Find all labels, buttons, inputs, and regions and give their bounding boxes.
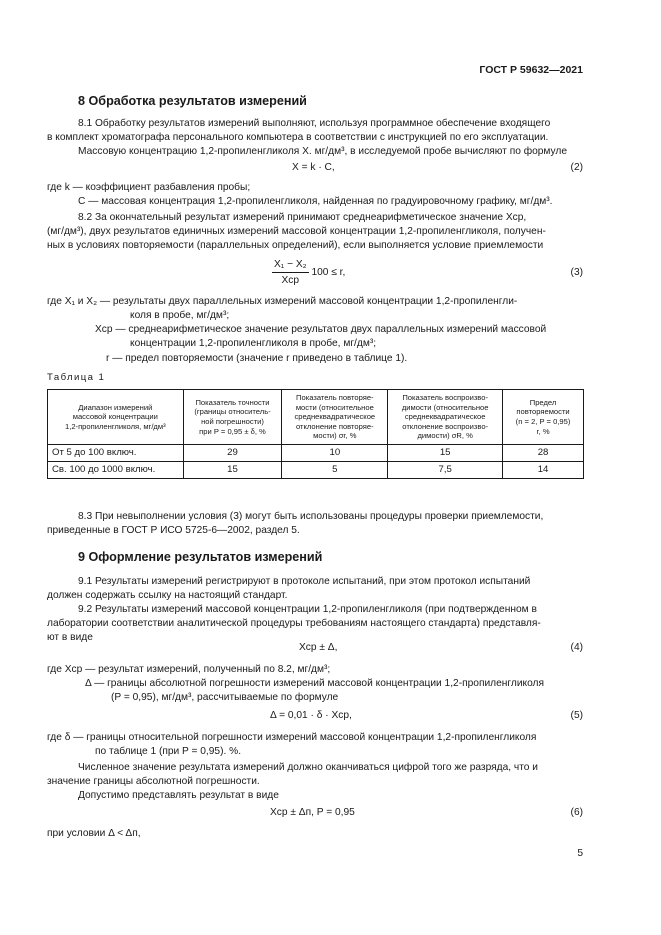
p81-line2: в комплект хроматографа персонального компьютера в соответствии с инструкцией по его эксплуатации. bbox=[47, 132, 549, 143]
table-header-cell bbox=[48, 390, 184, 445]
table-row bbox=[48, 462, 584, 479]
table-header-line: среднеквадратическое bbox=[294, 412, 376, 422]
table-header-line: массовой концентрации bbox=[72, 412, 158, 422]
equation-6-number: (6) bbox=[570, 807, 583, 818]
equation-2: X = k · C, bbox=[292, 162, 335, 173]
table-header-line: повторяемости bbox=[516, 407, 570, 417]
equation-3 bbox=[272, 258, 345, 287]
table-cell: 10 bbox=[282, 445, 388, 462]
equation-5-number: (5) bbox=[570, 710, 583, 721]
where-delta-line2: (P = 0,95), мг/дм³, рассчитываемые по формуле bbox=[111, 692, 339, 703]
table-cell: От 5 до 100 включ. bbox=[48, 445, 184, 462]
table-header-line: Предел bbox=[529, 397, 557, 407]
table-header-line: мости (относительное bbox=[295, 402, 374, 412]
table-header-line: Показатель воспроизво- bbox=[402, 393, 489, 403]
table-cell: 15 bbox=[183, 462, 282, 479]
where-c: C — массовая концентрация 1,2-пропиленгликоля, найденная по градуировочному графику, мг/дм³. bbox=[78, 196, 553, 207]
where-xcp-9: где Xср — результат измерений, полученный по 8.2, мг/дм³; bbox=[47, 664, 331, 675]
p83-line1: 8.3 При невыполнении условия (3) могут быть использованы процедуры проверки приемлемости, bbox=[78, 511, 544, 522]
where-xcp-line2: концентрации 1,2-пропиленгликоля в пробе, мг/дм³; bbox=[130, 338, 377, 349]
where-small-delta-line2: по таблице 1 (при P = 0,95). %. bbox=[95, 746, 242, 757]
where-xcp-line1: Xср — среднеарифметическое значение результатов двух параллельных измерений массовой bbox=[95, 324, 547, 335]
section-9-title: 9 Оформление результатов измерений bbox=[78, 550, 323, 564]
table-header-line: ной погрешности) bbox=[201, 417, 264, 426]
table-header-cell bbox=[183, 390, 282, 445]
equation-6: Xср ± Δп, P = 0,95 bbox=[270, 807, 355, 818]
p81-line1: 8.1 Обработку результатов измерений выполняют, используя программное обеспечение входящего bbox=[78, 118, 551, 129]
equation-3-number: (3) bbox=[570, 267, 583, 278]
document-id: ГОСТ Р 59632—2021 bbox=[479, 64, 583, 76]
condition-text: при условии Δ < Δп, bbox=[47, 828, 141, 839]
table-header-line: Диапазон измерений bbox=[78, 402, 153, 412]
p92-line1: 9.2 Результаты измерений массовой концентрации 1,2-пропиленгликоля (при подтвержденном в bbox=[78, 604, 537, 615]
table-header-line: 1,2-пропиленгликоля, мг/дм³ bbox=[64, 421, 166, 431]
equation-5: Δ = 0,01 · δ · Xср, bbox=[270, 710, 352, 721]
table-1-label: Таблица 1 bbox=[47, 372, 106, 383]
p91-line1: 9.1 Результаты измерений регистрируют в протоколе испытаний, при этом протокол испытаний bbox=[78, 576, 531, 587]
section-8-title: 8 Обработка результатов измерений bbox=[78, 94, 307, 108]
p83-line2: приведенные в ГОСТ Р ИСО 5725-6—2002, раздел 5. bbox=[47, 525, 300, 536]
table-cell: 28 bbox=[503, 445, 584, 462]
page-number: 5 bbox=[577, 848, 583, 859]
table-header-line: Показатель повторяе- bbox=[296, 393, 374, 403]
where-x12-line1: где X₁ и X₂ — результаты двух параллельных измерений массовой концентрации 1,2-пропиленгли- bbox=[47, 296, 518, 307]
p92-line2: лаборатории соответствии аналитической процедуры требованиям настоящего стандарта) представля- bbox=[47, 618, 541, 629]
table-row bbox=[48, 445, 584, 462]
equation-3-tail: 100 ≤ r, bbox=[311, 267, 346, 279]
equation-3-numerator: X₁ − X₂ bbox=[272, 258, 309, 273]
table-header-line: отклонение воспроизво- bbox=[402, 421, 489, 431]
table-header-line: димости) σR, % bbox=[417, 431, 473, 441]
table-header-line: r, % bbox=[536, 426, 550, 436]
where-k: где k — коэффициент разбавления пробы; bbox=[47, 182, 251, 193]
p-mass-line1: Массовую концентрацию 1,2-пропиленгликоля X. мг/дм³, в исследуемой пробе вычисляют по формуле bbox=[78, 146, 568, 157]
table-cell: 29 bbox=[183, 445, 282, 462]
equation-4-number: (4) bbox=[570, 642, 583, 653]
table-cell: 14 bbox=[503, 462, 584, 479]
p-numeric-line2: значение границы абсолютной погрешности. bbox=[47, 776, 260, 787]
table-header-line: (границы относитель- bbox=[194, 407, 271, 417]
p91-line2: должен содержать ссылку на настоящий стандарт. bbox=[47, 590, 288, 601]
table-header-line: димости (относительное bbox=[401, 402, 489, 412]
table-cell: 7,5 bbox=[388, 462, 503, 479]
equation-2-number: (2) bbox=[570, 162, 583, 173]
p82-line1: 8.2 За окончательный результат измерений принимают среднеарифметическое значение Xср, bbox=[78, 212, 527, 223]
table-header-cell bbox=[388, 390, 503, 445]
table-cell: 5 bbox=[282, 462, 388, 479]
table-header-line: Показатель точности bbox=[195, 397, 270, 407]
table-header-line: при P = 0,95 ± δ, % bbox=[199, 426, 266, 436]
table-1 bbox=[47, 389, 584, 479]
table-cell: 15 bbox=[388, 445, 503, 462]
table-header-cell bbox=[503, 390, 584, 445]
p82-line2: (мг/дм³), двух результатов единичных измерений массовой концентрации 1,2-пропиленгликоля, получен- bbox=[47, 226, 546, 237]
table-cell: Св. 100 до 1000 включ. bbox=[48, 462, 184, 479]
table-header-cell bbox=[282, 390, 388, 445]
p92-line3: ют в виде bbox=[47, 632, 93, 643]
where-r: r — предел повторяемости (значение r приведено в таблице 1). bbox=[106, 353, 408, 364]
equation-3-fraction bbox=[272, 258, 309, 287]
table-header-line: мости) σr, % bbox=[313, 431, 357, 441]
p-numeric-line1: Численное значение результата измерений должно оканчиваться цифрой того же разряда, что и bbox=[78, 762, 538, 773]
p82-line3: ных в условиях повторяемости (параллельных определений), если выполняется условие приемлемости bbox=[47, 240, 544, 251]
equation-4: Xср ± Δ, bbox=[299, 642, 338, 653]
equation-3-denominator: Xср bbox=[281, 275, 300, 286]
where-small-delta-line1: где δ — границы относительной погрешности измерений массовой концентрации 1,2-пропиленгликоля bbox=[47, 732, 537, 743]
table-header-line: отклонение повторяе- bbox=[295, 421, 374, 431]
table-header-line: (n = 2, P = 0,95) bbox=[515, 417, 571, 426]
table-header-line: среднеквадратическое bbox=[404, 412, 486, 422]
where-delta-line1: Δ — границы абсолютной погрешности измерений массовой концентрации 1,2-пропиленгликоля bbox=[85, 678, 544, 689]
where-x12-line2: коля в пробе, мг/дм³; bbox=[130, 310, 230, 321]
table-header-row bbox=[48, 390, 584, 445]
p-allowed: Допустимо представлять результат в виде bbox=[78, 790, 279, 801]
